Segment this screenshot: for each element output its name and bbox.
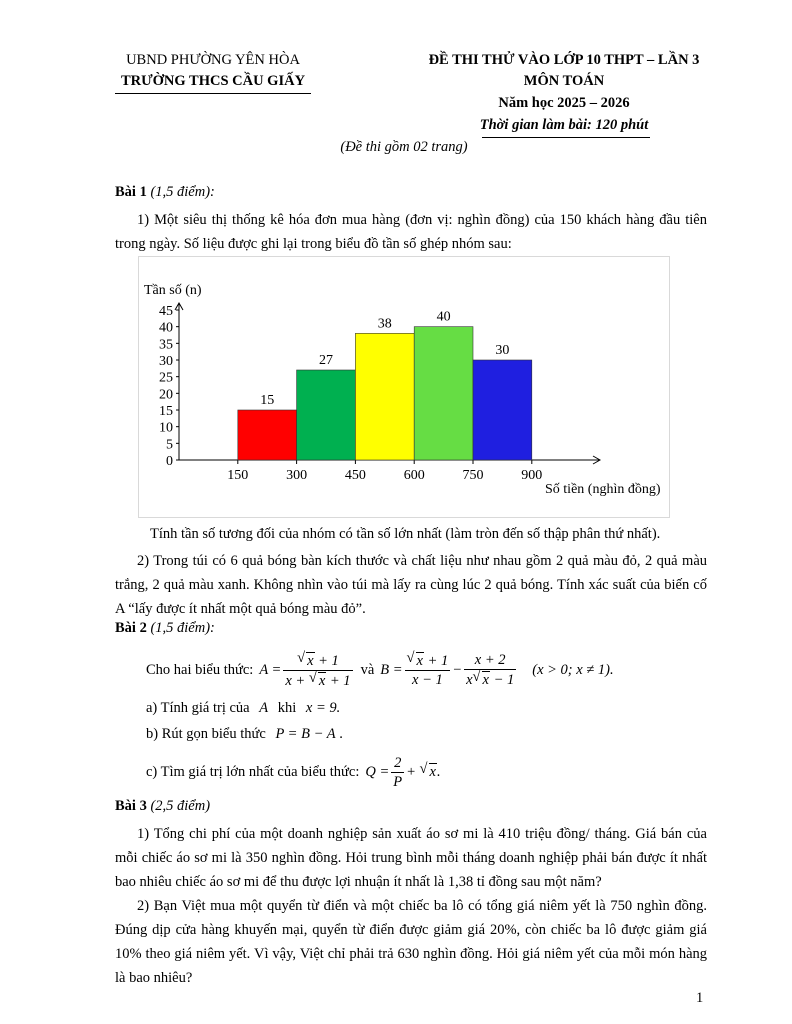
bai1-points: (1,5 điểm): — [150, 184, 215, 200]
expr-B: B = — [380, 661, 403, 678]
x-tick-label: 450 — [344, 468, 366, 483]
bai2-heading — [115, 620, 215, 637]
x-tick-label: 900 — [521, 468, 543, 483]
y-tick-label: 0 — [166, 454, 173, 469]
bar-value-label: 30 — [495, 343, 510, 358]
histogram-bar — [297, 370, 356, 460]
header-right-underline — [482, 137, 650, 138]
bai2-a-text: a) Tính giá trị của — [146, 700, 250, 716]
y-tick-label: 40 — [159, 320, 173, 336]
bai2-points: (1,5 điểm): — [150, 620, 215, 636]
bai2-b-expr: P = B − A — [275, 726, 336, 742]
bai2-c-text: c) Tìm giá trị lớn nhất của biểu thức: — [146, 763, 360, 780]
histogram-bar — [473, 360, 532, 460]
bar-value-label: 15 — [260, 393, 275, 408]
fraction-B2: x + 2 x √ x − 1 — [466, 652, 515, 688]
bai2-title: Bài 2 — [115, 620, 147, 636]
bar-value-label: 38 — [377, 316, 392, 332]
bar-value-label: 40 — [436, 309, 451, 325]
bai3-q2-text: 2) Bạn Việt mua một quyển từ điển và một chiếc ba lô có tổng giá niêm yết là 750 nghìn đồng. Đúng dịp cửa hàng khuyến mại, quyển từ điển được giảm giá 20%, còn chiếc ba lô được giảm giá 10% theo giá niêm yết. Vì vậy, Việt chỉ phải trả 630 nghìn đồng. Hỏi giá niêm yết của mỗi món hàng là bao nhiêu? — [115, 898, 707, 986]
bai3-heading — [115, 798, 210, 815]
x-tick-label: 150 — [227, 468, 249, 483]
x-tick-label: 750 — [462, 468, 484, 483]
y-axis-label: Tần số (n) — [144, 283, 202, 298]
y-tick-label: 20 — [159, 387, 173, 403]
y-tick-label: 35 — [159, 337, 173, 353]
bai2-a: a) Tính giá trị của A khi x = 9. — [146, 700, 341, 716]
bai1-title: Bài 1 — [115, 184, 147, 200]
y-tick-label: 5 — [166, 437, 173, 453]
page-number: 1 — [696, 990, 704, 1006]
bai2-b-text: b) Rút gọn biểu thức — [146, 726, 266, 742]
bai2-condition: (x > 0; x ≠ 1). — [532, 661, 614, 678]
histogram-bar — [414, 327, 473, 460]
fraction-B1: √ x + 1 x − 1 — [406, 650, 449, 688]
exam-subject: MÔN TOÁN — [523, 73, 605, 89]
bai2-c: c) Tìm giá trị lớn nhất của biểu thức: Q = $\frac{2}{P}$ + √ x. — [146, 754, 441, 790]
school-name: TRƯỜNG THCS CẦU GIẤY — [120, 73, 306, 89]
bai3-q1-text: 1) Tổng chi phí của một doanh nghiệp sản xuất áo sơ mi là 410 triệu đồng/ tháng. Giá bán của mỗi chiếc áo sơ mi là 350 nghìn đồng. Hỏi trung bình mỗi tháng doanh nghiệp phải bán được ít nhất bao nhiêu chiếc áo sơ mi để thu được lợi nhuận ít nhất là 1,38 tỉ đồng sau một năm? — [115, 826, 707, 890]
bai2-b: b) Rút gọn biểu thức P = B − A . — [146, 726, 343, 742]
exam-page-note: (Đề thi gồm 02 trang) — [340, 139, 468, 155]
bai3-points: (2,5 điểm) — [150, 798, 211, 814]
exam-year: Năm học 2025 – 2026 — [498, 95, 630, 111]
x-tick-label: 300 — [286, 468, 308, 483]
histogram-chart — [139, 257, 669, 517]
bai2-intro: Cho hai biểu thức: — [146, 661, 254, 678]
bai1-q1-task: Tính tần số tương đối của nhóm có tần số lớn nhất (làm tròn đến số thập phân thứ nhất). — [150, 526, 661, 542]
exam-title: ĐỀ THI THỬ VÀO LỚP 10 THPT – LẦN 3 — [428, 52, 700, 68]
bai1-q1-text: 1) Một siêu thị thống kê hóa đơn mua hàng (đơn vị: nghìn đồng) của 150 khách hàng đầu tiên trong ngày. Số liệu được ghi lại trong biểu đồ tần số ghép nhóm sau: — [115, 212, 707, 252]
fraction-Q: $\frac{2}{P}$ — [393, 754, 403, 790]
bai2-and: và — [360, 661, 375, 678]
bai3-title: Bài 3 — [115, 798, 147, 814]
bai2-a-value: x = 9. — [305, 700, 341, 716]
x-tick-label: 600 — [403, 468, 425, 483]
y-tick-label: 45 — [159, 304, 173, 319]
bar-value-label: 27 — [319, 353, 333, 368]
school-district: UBND PHƯỜNG YÊN HÒA — [126, 52, 300, 68]
bai1-heading — [115, 184, 215, 201]
y-tick-label: 15 — [159, 404, 173, 419]
bai1-q2-text: 2) Trong túi có 6 quả bóng bàn kích thước và chất liệu như nhau gồm 2 quả màu đỏ, 2 quả màu trắng, 2 quả màu xanh. Không nhìn vào túi mà lấy ra cùng lúc 2 quả bóng. Tính xác suất của biến cố A “lấy được ít nhất một quả bóng màu đỏ”. — [115, 553, 707, 617]
histogram-bar — [355, 333, 414, 460]
expr-A: A = — [259, 661, 282, 678]
histogram-figure — [138, 256, 670, 518]
y-tick-label: 25 — [159, 370, 173, 386]
y-tick-label: 10 — [159, 420, 173, 436]
bai2-a-mid: khi — [277, 700, 297, 716]
x-axis-label: Số tiền (nghìn đồng) — [545, 482, 661, 497]
header-left-underline — [115, 93, 311, 94]
y-tick-label: 30 — [159, 354, 173, 369]
histogram-bar — [238, 410, 297, 460]
bai2-expressions: Cho hai biểu thức: A = √ x + 1 x + √ x + 1 và B = √ x + 1 x − 1 − x + 2 x √ x − 1 (x > 0; x ≠ 1). — [146, 649, 614, 689]
exam-duration: Thời gian làm bài: 120 phút — [479, 117, 649, 133]
fraction-A: √ x + 1 x + √ x + 1 — [285, 649, 351, 689]
